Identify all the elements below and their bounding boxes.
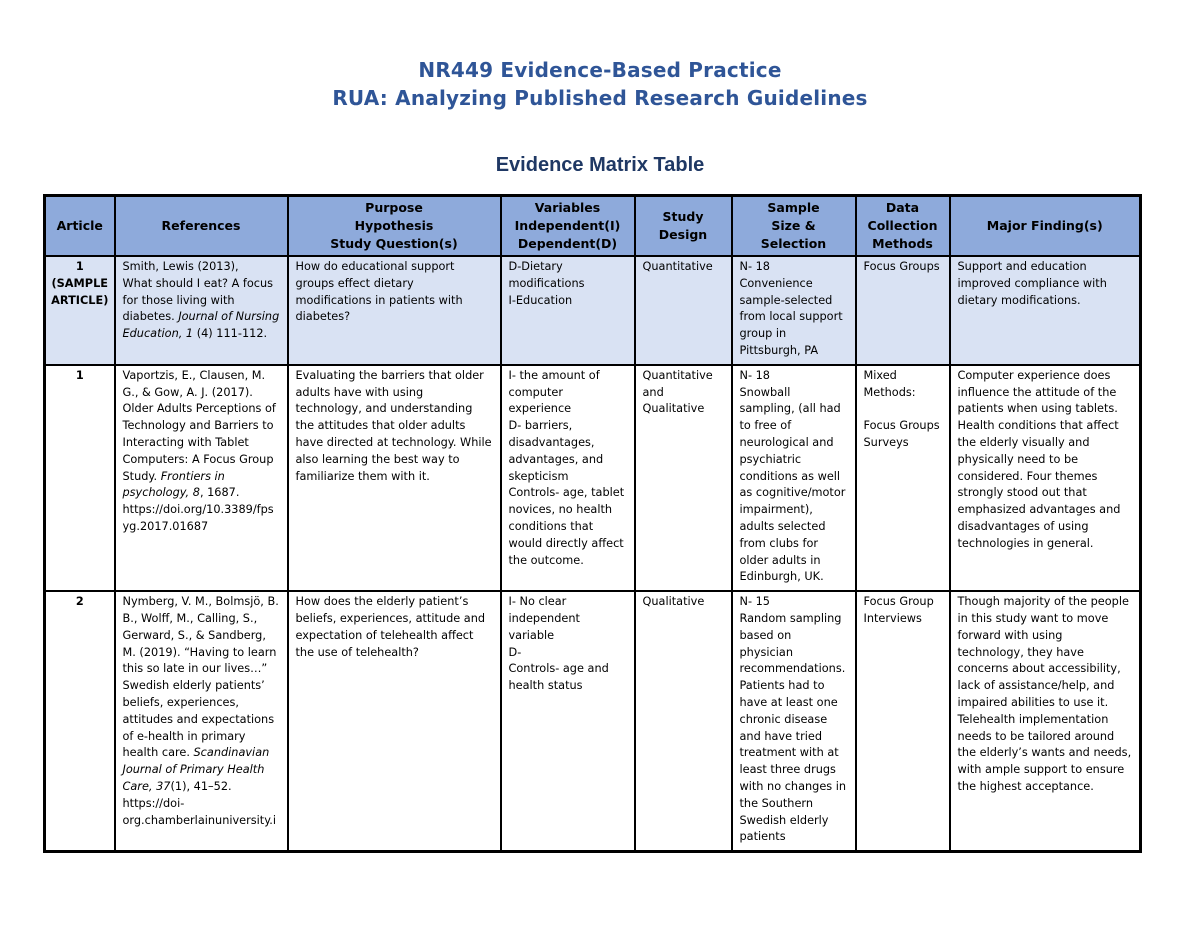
cell-data-collection: Focus Groups	[856, 256, 950, 365]
cell-sample: N- 18 Snowball sampling, (all had to free of neurological and psychiatric conditions as well as cognitive/motor impairment), adults selected from clubs for older adults in Edinburgh, UK.	[732, 365, 856, 591]
header-references: References	[115, 196, 288, 257]
cell-data-collection: Focus Group Interviews	[856, 591, 950, 851]
document-subtitle: RUA: Analyzing Published Research Guidelines	[332, 86, 868, 110]
cell-major-findings: Support and education improved compliance with dietary modifications.	[950, 256, 1141, 365]
table-header-row	[45, 196, 1141, 257]
header-data-collection: Data Collection Methods	[856, 196, 950, 257]
header-study-design: Study Design	[635, 196, 732, 257]
header-purpose: Purpose Hypothesis Study Question(s)	[288, 196, 501, 257]
cell-variables: I- No clear independent variable D- Controls- age and health status	[501, 591, 635, 851]
evidence-matrix-table	[43, 194, 1142, 853]
cell-article: 1	[45, 365, 115, 591]
cell-sample: N- 18 Convenience sample-selected from local support group in Pittsburgh, PA	[732, 256, 856, 365]
cell-variables: D-Dietary modifications I-Education	[501, 256, 635, 365]
cell-major-findings: Computer experience does influence the attitude of the patients when using tablets. Health conditions that affect the elderly visually and physically need to be considered. Four themes strongly stood out that emphasized advantages and disadvantages of using technologies in general.	[950, 365, 1141, 591]
table-row-sample	[45, 256, 1141, 365]
cell-article: 2	[45, 591, 115, 851]
cell-purpose: How do educational support groups effect dietary modifications in patients with diabetes?	[288, 256, 501, 365]
cell-study-design: Quantitative and Qualitative	[635, 365, 732, 591]
cell-references: Vaportzis, E., Clausen, M. G., & Gow, A. J. (2017). Older Adults Perceptions of Technology and Barriers to Interacting with Tablet Computers: A Focus Group Study. Frontiers in psychology, 8, 1687. https://doi.org/10.3389/fpsyg.2017.01687	[115, 365, 288, 591]
cell-major-findings: Though majority of the people in this study want to move forward with using technology, they have concerns about accessibility, lack of assistance/help, and impaired abilities to use it. Telehealth implementation needs to be tailored around the elderly’s wants and needs, with ample support to ensure the highest acceptance.	[950, 591, 1141, 851]
cell-references: Nymberg, V. M., Bolmsjö, B. B., Wolff, M., Calling, S., Gerward, S., & Sandberg, M. (2019). “Having to learn this so late in our lives…” Swedish elderly patients’ beliefs, experiences, attitudes and expectations of e-health in primary health care. Scandinavian Journal of Primary Health Care, 37(1), 41–52. https://doi-org.chamberlainuniversity.i	[115, 591, 288, 851]
table-title: Evidence Matrix Table	[495, 154, 705, 176]
cell-variables: I- the amount of computer experience D- barriers, disadvantages, advantages, and skepticism Controls- age, tablet novices, no health conditions that would directly affect the outcome.	[501, 365, 635, 591]
header-major-findings: Major Finding(s)	[950, 196, 1141, 257]
cell-study-design: Quantitative	[635, 256, 732, 365]
table-row	[45, 591, 1141, 851]
cell-sample: N- 15 Random sampling based on physician recommendations. Patients had to have at least one chronic disease and have tried treatment with at least three drugs with no changes in the Southern Swedish elderly patients	[732, 591, 856, 851]
document-title: NR449 Evidence-Based Practice	[418, 58, 782, 82]
header-article: Article	[45, 196, 115, 257]
cell-data-collection: Mixed Methods: Focus Groups Surveys	[856, 365, 950, 591]
cell-references: Smith, Lewis (2013), What should I eat? A focus for those living with diabetes. Journal of Nursing Education, 1 (4) 111-112.	[115, 256, 288, 365]
header-variables: Variables Independent(I) Dependent(D)	[501, 196, 635, 257]
cell-purpose: Evaluating the barriers that older adults have with using technology, and understanding the attitudes that older adults have directed at technology. While also learning the best way to familiarize them with it.	[288, 365, 501, 591]
cell-purpose: How does the elderly patient’s beliefs, experiences, attitude and expectation of telehealth affect the use of telehealth?	[288, 591, 501, 851]
header-sample: Sample Size & Selection	[732, 196, 856, 257]
table-row	[45, 365, 1141, 591]
cell-article: 1 (SAMPLE ARTICLE)	[45, 256, 115, 365]
cell-study-design: Qualitative	[635, 591, 732, 851]
